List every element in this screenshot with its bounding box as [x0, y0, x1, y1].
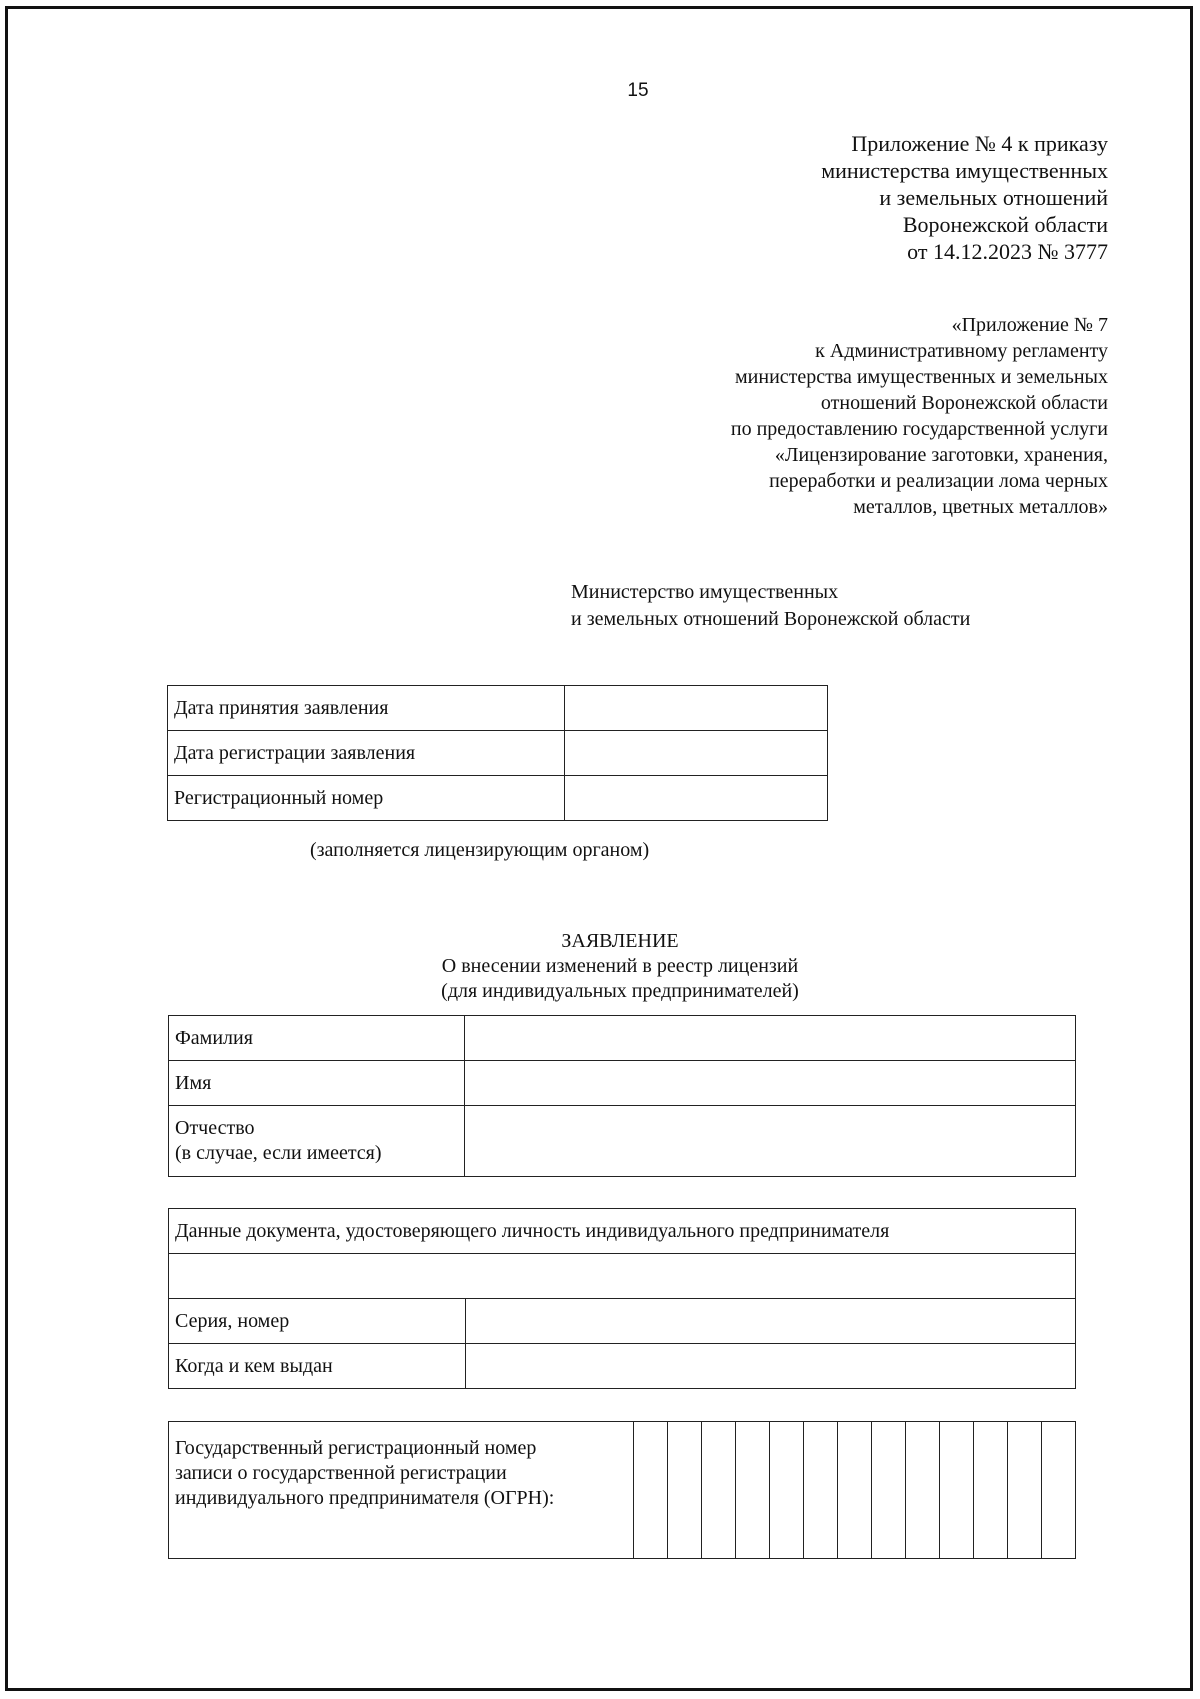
issued-by-field[interactable]	[466, 1344, 1076, 1389]
table-row	[169, 1061, 1076, 1106]
table-row	[169, 1209, 1076, 1254]
table-row	[169, 1344, 1076, 1389]
ogrn-digit-cell[interactable]	[668, 1422, 702, 1559]
identity-document-field[interactable]	[169, 1254, 1076, 1299]
first-name-field[interactable]	[465, 1061, 1076, 1106]
annex-header	[821, 130, 1108, 265]
application-title	[340, 929, 900, 1004]
annex-header-line: министерства имущественных	[821, 158, 1108, 183]
ogrn-digit-cell[interactable]	[736, 1422, 770, 1559]
annex-sub-line: переработки и реализации лома черных	[769, 470, 1108, 492]
annex-header-line: Приложение № 4 к приказу	[851, 131, 1108, 156]
annex-sub-line: министерства имущественных и земельных	[735, 366, 1108, 388]
ogrn-label-line: индивидуального предпринимателя (ОГРН):	[175, 1487, 555, 1509]
ogrn-label-line: записи о государственной регистрации	[175, 1462, 507, 1484]
patronymic-field[interactable]	[465, 1106, 1076, 1177]
annex-sub-header	[731, 312, 1108, 520]
table-row	[168, 776, 828, 821]
ogrn-digit-cell[interactable]	[906, 1422, 940, 1559]
title-line: (для индивидуальных предпринимателей)	[441, 980, 799, 1002]
table-row	[169, 1106, 1076, 1177]
ogrn-digit-cell[interactable]	[1008, 1422, 1042, 1559]
ogrn-digit-cell[interactable]	[634, 1422, 668, 1559]
ogrn-label	[169, 1422, 634, 1559]
patronymic-label-line: Отчество	[175, 1117, 255, 1139]
ogrn-digit-cell[interactable]	[770, 1422, 804, 1559]
ogrn-digit-cell[interactable]	[974, 1422, 1008, 1559]
ministry-addressee	[571, 579, 970, 633]
first-name-label: Имя	[169, 1061, 465, 1106]
title-line: О внесении изменений в реестр лицензий	[441, 955, 799, 977]
acceptance-date-label: Дата принятия заявления	[168, 686, 565, 731]
ogrn-digit-cell[interactable]	[804, 1422, 838, 1559]
title-main: ЗАЯВЛЕНИЕ	[561, 930, 679, 952]
issued-by-label: Когда и кем выдан	[169, 1344, 466, 1389]
annex-header-line: от 14.12.2023 № 3777	[907, 239, 1108, 264]
ogrn-digit-cell[interactable]	[702, 1422, 736, 1559]
annex-sub-line: по предоставлению государственной услуги	[730, 418, 1108, 440]
ogrn-digit-cell[interactable]	[1042, 1422, 1076, 1559]
registration-date-label: Дата регистрации заявления	[168, 731, 565, 776]
series-number-field[interactable]	[466, 1299, 1076, 1344]
table-row	[169, 1422, 1076, 1559]
table-row	[169, 1299, 1076, 1344]
ogrn-digit-cell[interactable]	[838, 1422, 872, 1559]
annex-sub-line: к Административному регламенту	[815, 340, 1108, 362]
ministry-line: и земельных отношений Воронежской области	[571, 608, 971, 630]
table-row	[169, 1016, 1076, 1061]
registration-number-field[interactable]	[565, 776, 828, 821]
ministry-line: Министерство имущественных	[571, 581, 839, 603]
registration-date-field[interactable]	[565, 731, 828, 776]
ogrn-digit-cell[interactable]	[940, 1422, 974, 1559]
ogrn-label-line: Государственный регистрационный номер	[175, 1437, 537, 1459]
annex-sub-line: отношений Воронежской области	[820, 392, 1108, 414]
registration-table	[167, 685, 828, 821]
name-table	[168, 1015, 1076, 1177]
annex-sub-line: «Приложение № 7	[951, 314, 1108, 336]
surname-field[interactable]	[465, 1016, 1076, 1061]
annex-sub-line: металлов, цветных металлов»	[853, 496, 1108, 518]
annex-header-line: Воронежской области	[902, 212, 1108, 237]
filled-by-note: (заполняется лицензирующим органом)	[310, 839, 650, 861]
patronymic-label	[169, 1106, 465, 1177]
table-row	[168, 686, 828, 731]
ogrn-table	[168, 1421, 1076, 1559]
table-row	[168, 731, 828, 776]
page-number: 15	[627, 80, 649, 101]
table-row	[169, 1254, 1076, 1299]
annex-sub-line: «Лицензирование заготовки, хранения,	[774, 444, 1108, 466]
patronymic-label-note: (в случае, если имеется)	[175, 1142, 382, 1164]
annex-header-line: и земельных отношений	[879, 185, 1108, 210]
registration-number-label: Регистрационный номер	[168, 776, 565, 821]
identity-document-table	[168, 1208, 1076, 1389]
ogrn-digit-cell[interactable]	[872, 1422, 906, 1559]
surname-label: Фамилия	[169, 1016, 465, 1061]
identity-document-header: Данные документа, удостоверяющего личность индивидуального предпринимателя	[169, 1209, 1076, 1254]
series-number-label: Серия, номер	[169, 1299, 466, 1344]
acceptance-date-field[interactable]	[565, 686, 828, 731]
